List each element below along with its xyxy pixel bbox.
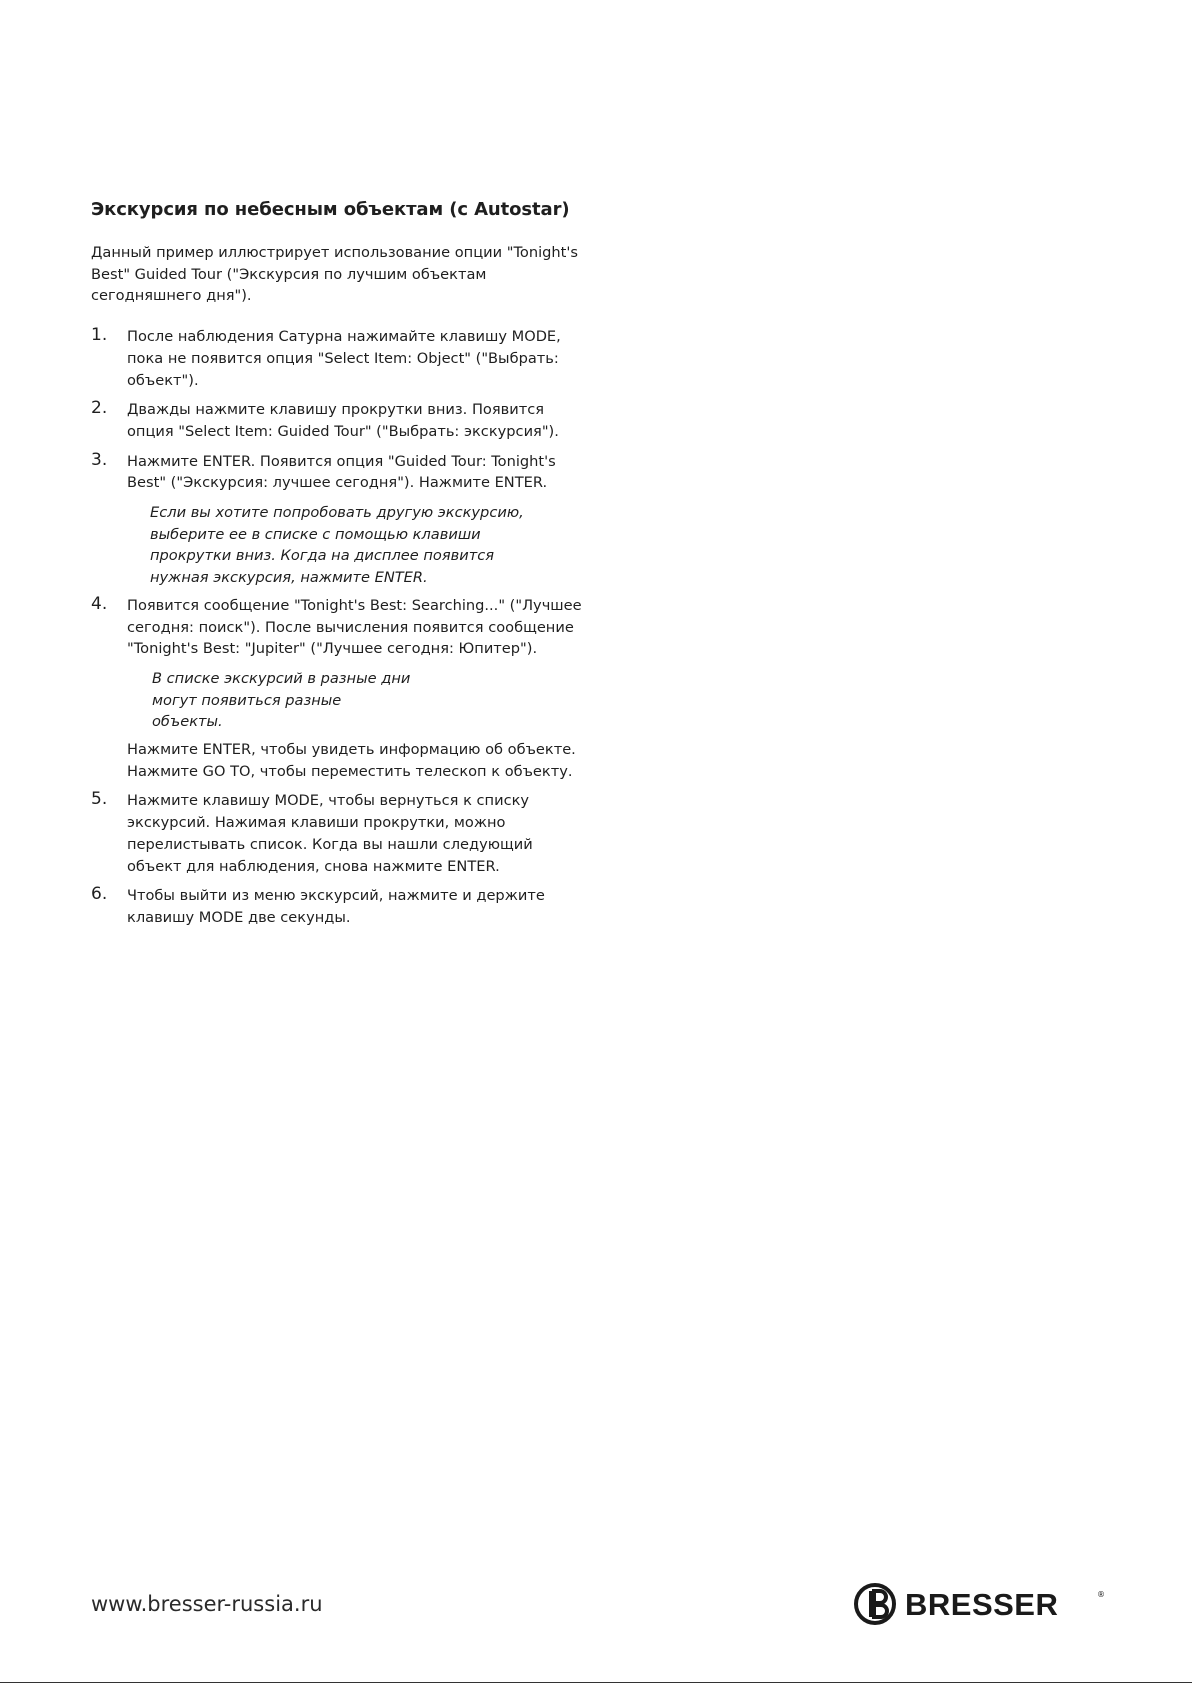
step-text: После наблюдения Сатурна нажимайте клавишу MODE, пока не появится опция "Select Item: Object" ("Выбрать: объект"). [127,328,561,389]
step-number: 2. [91,398,108,419]
step-number: 6. [91,884,108,905]
step-4 [91,595,591,660]
step-text: Появится сообщение "Tonight's Best: Searching..." ("Лучшее сегодня: поиск"). После вычисления появится сообщение "Tonight's Best: "Jupiter" ("Лучшее сегодня: Юпитер"). [127,596,582,658]
step-text: Нажмите ENTER. Появится опция "Guided Tour: Tonight's Best" ("Экскурсия: лучшее сегодня"). Нажмите ENTER. [127,452,556,492]
section-title: Экскурсия по небесным объектам (с Autostar) [91,199,570,220]
step-4-note: В списке экскурсий в разные дни могут появиться разные объекты. [152,669,411,731]
logo-wordmark: BRESSER [905,1587,1059,1622]
document-content [91,196,591,937]
website-url: www.bresser-russia.ru [91,1592,323,1616]
step-text: Чтобы выйти из меню экскурсий, нажмите и держите клавишу MODE две секунды. [127,887,545,926]
bresser-logo [853,1581,1103,1627]
step-6 [91,885,591,928]
step-2 [91,399,591,442]
svg-text:®: ® [1097,1590,1105,1599]
intro-paragraph: Данный пример иллюстрирует использование опции "Tonight's Best" Guided Tour ("Экскурсия по лучшим объектам сегодняшнего дня"). [91,244,578,305]
step-4-continuation: Нажмите ENTER, чтобы увидеть информацию об объекте. Нажмите GO TO, чтобы переместить телескоп к объекту. [127,741,576,780]
step-5 [91,790,591,877]
step-1 [91,326,591,391]
step-3-note: Если вы хотите попробовать другую экскурсию, выберите ее в списке с помощью клавиши прокрутки вниз. Когда на дисплее появится нужная экскурсия, нажмите ENTER. [150,504,524,587]
step-3 [91,451,591,494]
bottom-divider [0,1682,1192,1683]
step-number: 1. [91,325,108,346]
step-number: 4. [91,593,108,614]
step-text: Дважды нажмите клавишу прокрутки вниз. Появится опция "Select Item: Guided Tour" ("Выбрать: экскурсия"). [127,401,559,440]
step-number: 3. [91,449,108,470]
step-number: 5. [91,789,108,810]
step-text: Нажмите клавишу MODE, чтобы вернуться к списку экскурсий. Нажимая клавиши прокрутки, можно перелистывать список. Когда вы нашли следующий объект для наблюдения, снова нажмите ENTER. [127,792,533,875]
